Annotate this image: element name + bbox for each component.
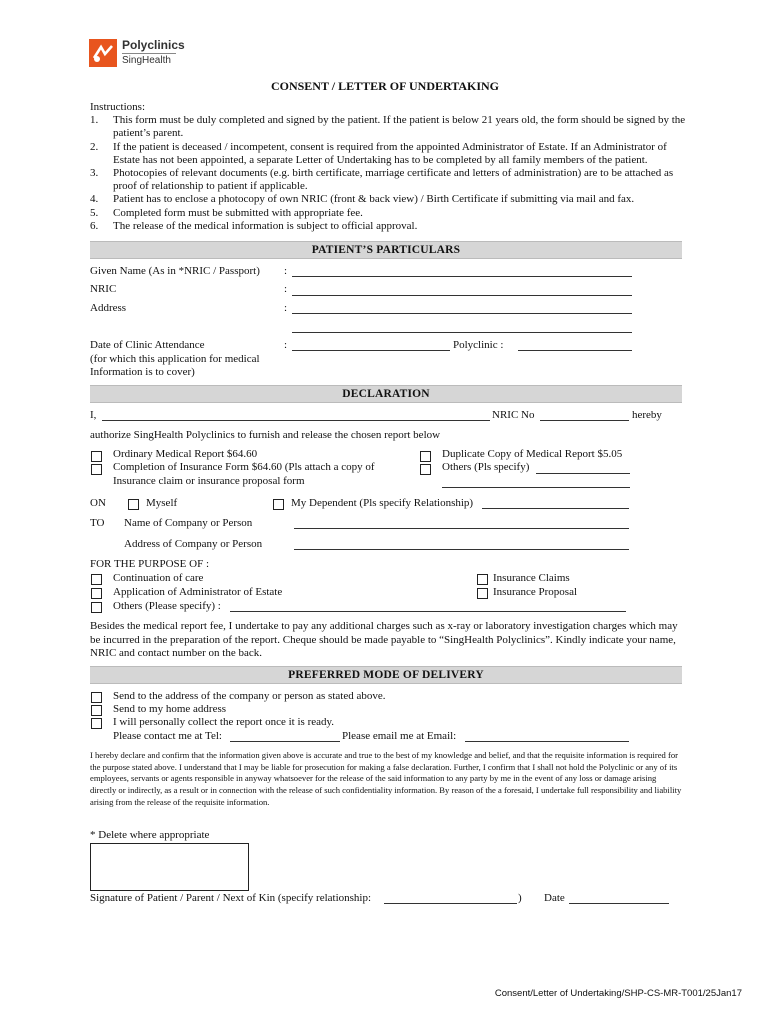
polyclinics-logo-icon bbox=[88, 38, 118, 68]
logo-singhealth-text: SingHealth bbox=[122, 55, 171, 66]
colon: : bbox=[284, 265, 288, 277]
delivery-company-label: Send to the address of the company or person as stated above. bbox=[113, 690, 386, 702]
nric-field[interactable] bbox=[292, 295, 632, 296]
delivery-home-label: Send to my home address bbox=[113, 703, 227, 715]
polyclinic-label: Polyclinic : bbox=[453, 339, 504, 351]
others-purpose-label: Others (Please specify) : bbox=[113, 600, 221, 612]
insurance-claims-checkbox[interactable] bbox=[477, 574, 488, 585]
contact-tel-field[interactable] bbox=[230, 741, 340, 742]
contact-tel-label: Please contact me at Tel: bbox=[113, 730, 222, 742]
delivery-collect-label: I will personally collect the report once it is ready. bbox=[113, 716, 335, 728]
nric-no-label: NRIC No bbox=[492, 409, 535, 421]
company-address-field[interactable] bbox=[294, 549, 629, 550]
declarant-nric-field[interactable] bbox=[540, 420, 629, 421]
hereby-label: hereby bbox=[632, 409, 662, 421]
myself-label: Myself bbox=[146, 497, 178, 509]
date-field[interactable] bbox=[569, 903, 669, 904]
ordinary-report-checkbox[interactable] bbox=[91, 451, 102, 462]
signature-label: Signature of Patient / Parent / Next of Kin (specify relationship: bbox=[90, 892, 372, 904]
insurance-proposal-label: Insurance Proposal bbox=[493, 586, 578, 598]
date-attendance-field[interactable] bbox=[292, 350, 450, 351]
insurance-proposal-checkbox[interactable] bbox=[477, 588, 488, 599]
delete-note: * Delete where appropriate bbox=[90, 829, 210, 841]
dependent-checkbox[interactable] bbox=[273, 499, 284, 510]
declaration-header: DECLARATION bbox=[90, 385, 682, 403]
singhealth-polyclinics-logo bbox=[88, 38, 198, 72]
purpose-label: FOR THE PURPOSE OF : bbox=[90, 558, 209, 570]
company-name-label: Name of Company or Person bbox=[124, 517, 253, 529]
form-title: CONSENT / LETTER OF UNDERTAKING bbox=[270, 79, 500, 93]
colon: : bbox=[284, 302, 288, 314]
declaration-statement: I hereby declare and confirm that the information given above is accurate and true to the best of my knowledge and belief, and that the requisite information is required for the purpose stated above. I understand that I may be liable for prosecution for making a false declaration. Further, I confirm that I shall not hold the Polyclinic or any of its employees, servants or agents responsible in anyway whatsoever for the release of the said information to any party by me in the event of any loss or damage arising directly or indirectly, as a result or in connection with the release of such confidentiality information. By reason of the a foresaid, I undertake full responsibility and liability arising from the release of the requisite information. bbox=[90, 750, 682, 807]
duplicate-copy-label: Duplicate Copy of Medical Report $5.05 bbox=[442, 448, 623, 460]
patients-particulars-header: PATIENT’S PARTICULARS bbox=[90, 241, 682, 259]
declarant-i-label: I, bbox=[90, 409, 97, 421]
insurance-form-label-2: Insurance claim or insurance proposal form bbox=[113, 475, 305, 487]
date-attendance-label: Date of Clinic Attendance (for which this application for medical Information is to cover) bbox=[90, 339, 260, 378]
logo-polyclinics-text: Polyclinics bbox=[122, 38, 185, 52]
continuation-care-checkbox[interactable] bbox=[91, 574, 102, 585]
address-field-line2[interactable] bbox=[292, 332, 632, 333]
declarant-name-field[interactable] bbox=[102, 420, 490, 421]
authorize-text: authorize SingHealth Polyclinics to furnish and release the chosen report below bbox=[90, 429, 441, 441]
delivery-company-checkbox[interactable] bbox=[91, 692, 102, 703]
instruction-item: 6. The release of the medical information is subject to official approval. bbox=[90, 219, 418, 232]
signature-close-paren: ) bbox=[518, 892, 522, 904]
instruction-item: 5. Completed form must be submitted with appropriate fee. bbox=[90, 206, 363, 219]
others-purpose-field[interactable] bbox=[230, 611, 626, 612]
others-report-label: Others (Pls specify) bbox=[442, 461, 530, 473]
insurance-form-checkbox[interactable] bbox=[91, 464, 102, 475]
insurance-claims-label: Insurance Claims bbox=[493, 572, 570, 584]
duplicate-copy-checkbox[interactable] bbox=[420, 451, 431, 462]
email-label: Please email me at Email: bbox=[342, 730, 457, 742]
additional-charges-text: Besides the medical report fee, I undertake to pay any additional charges such as x-ray or laboratory investigation charges which may be incurred in the preparation of the report. Cheque should be made payable to “SingHealth Polyclinics”. Kindly indicate your name, NRIC and contact number on the back. bbox=[90, 620, 678, 659]
delivery-header: PREFERRED MODE OF DELIVERY bbox=[90, 666, 682, 684]
admin-estate-label: Application of Administrator of Estate bbox=[113, 586, 283, 598]
dependent-relationship-field[interactable] bbox=[482, 508, 629, 509]
others-report-checkbox[interactable] bbox=[420, 464, 431, 475]
others-report-field-2[interactable] bbox=[442, 487, 630, 488]
on-label: ON bbox=[90, 497, 106, 509]
to-label: TO bbox=[90, 517, 105, 529]
delivery-home-checkbox[interactable] bbox=[91, 705, 102, 716]
colon: : bbox=[284, 283, 288, 295]
instruction-item: 1. This form must be duly completed and signed by the patient. If the patient is below 21 years old, the form should be signed by the patient’s parent. bbox=[90, 114, 686, 140]
instructions bbox=[90, 101, 690, 233]
company-address-label: Address of Company or Person bbox=[124, 538, 263, 550]
instructions-heading: Instructions: bbox=[90, 101, 145, 113]
date-label: Date bbox=[544, 892, 565, 904]
polyclinic-field[interactable] bbox=[518, 350, 632, 351]
others-report-field[interactable] bbox=[536, 473, 630, 474]
instruction-item: 4. Patient has to enclose a photocopy of own NRIC (front & back view) / Birth Certificate if submitting via mail and fax. bbox=[90, 193, 635, 206]
instruction-item: 3. Photocopies of relevant documents (e.g. birth certificate, marriage certificate and letters of administration) are to be attached as proof of relationship to patient if applicable. bbox=[90, 167, 674, 193]
ordinary-report-label: Ordinary Medical Report $64.60 bbox=[113, 448, 258, 460]
others-purpose-checkbox[interactable] bbox=[91, 602, 102, 613]
given-name-label: Given Name (As in *NRIC / Passport) bbox=[90, 265, 260, 277]
address-field-line1[interactable] bbox=[292, 313, 632, 314]
nric-label: NRIC bbox=[90, 283, 117, 295]
colon: : bbox=[284, 339, 288, 351]
dependent-label: My Dependent (Pls specify Relationship) bbox=[291, 497, 474, 509]
instruction-item: 2. If the patient is deceased / incompetent, consent is required from the appointed Administrator of Estate. If an Administrator of Estate has not been appointed, a separate Letter of Undertaking has to be completed by all family members of the patient. bbox=[90, 140, 667, 166]
signature-box[interactable] bbox=[90, 843, 249, 891]
relationship-field[interactable] bbox=[384, 903, 517, 904]
myself-checkbox[interactable] bbox=[128, 499, 139, 510]
admin-estate-checkbox[interactable] bbox=[91, 588, 102, 599]
company-name-field[interactable] bbox=[294, 528, 629, 529]
insurance-form-label: Completion of Insurance Form $64.60 (Pls attach a copy of bbox=[113, 461, 375, 473]
form-reference-footer: Consent/Letter of Undertaking/SHP-CS-MR-T001/25Jan17 bbox=[494, 988, 742, 999]
continuation-care-label: Continuation of care bbox=[113, 572, 204, 584]
email-field[interactable] bbox=[465, 741, 629, 742]
delivery-collect-checkbox[interactable] bbox=[91, 718, 102, 729]
given-name-field[interactable] bbox=[292, 276, 632, 277]
address-label: Address bbox=[90, 302, 127, 314]
